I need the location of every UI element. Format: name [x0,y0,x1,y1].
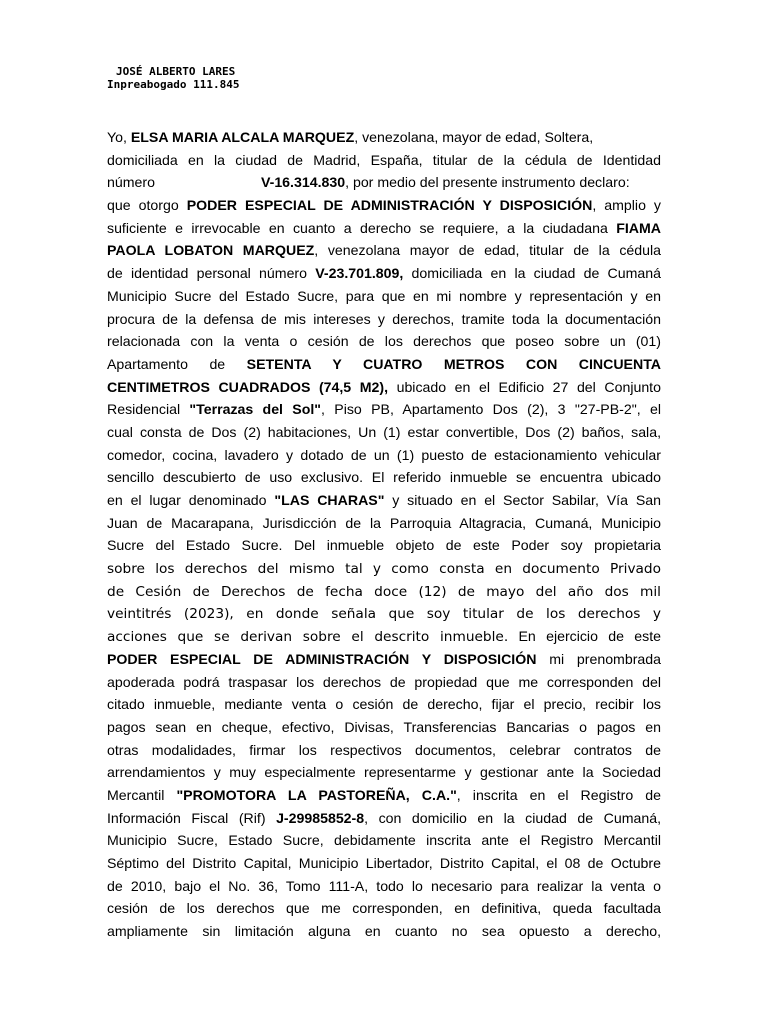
document-line [107,671,661,694]
document-line [107,308,661,331]
lawyer-credential: Inpreabogado 111.845 [107,78,240,91]
line-text: otras modalidades, firmar los respectivos documentos, celebrar contratos de [107,741,661,758]
line-text: Yo, [107,129,131,145]
document-line [107,716,661,739]
document-header [107,65,239,91]
document-line [107,217,661,240]
line-text: y situado en el Sector Sabilar, Vía San [384,492,661,508]
line-text: ubicado en el Edificio 27 del Conjunto [388,378,661,395]
line-text: cual consta de Dos (2) habitaciones, Un (1) estar convertible, Dos (2) baños, sala, [107,423,661,440]
line-text: en el lugar denominado [107,492,275,508]
document-line [107,761,661,784]
line-text: relacionada con la venta o cesión de los derechos que poseo sobre un (01) [107,333,661,350]
document-line [107,285,661,308]
document-line [107,512,661,535]
bold-text: PODER ESPECIAL DE ADMINISTRACIÓN Y DISPOSICIÓN [186,197,593,214]
document-line [107,829,661,852]
document-line [107,171,661,194]
document-line [107,693,661,716]
line-text: Residencial [107,401,190,418]
line-text: arrendamientos y muy especialmente representarme y gestionar ante la Sociedad [107,764,661,781]
line-text: En ejercicio de este [508,628,661,645]
line-text: de 2010, bajo el No. 36, Tomo 111-A, todo lo necesario para realizar la venta o [107,877,661,894]
document-line [107,602,661,625]
bold-text: PAOLA LOBATON MARQUEZ [107,242,315,259]
document-line [107,194,661,217]
line-text: , con domicilio en la ciudad de Cumaná, [364,809,661,826]
line-text: acciones que se derivan sobre el descrito inmueble. [107,629,509,646]
document-line [107,920,661,943]
document-line [107,330,661,353]
document-line [107,398,661,421]
document-line [107,739,661,762]
line-text: Mercantil [107,786,177,803]
line-text: número [107,174,155,191]
document-line [107,534,661,557]
line-text: , venezolana, mayor de edad, Soltera, [354,129,594,145]
line-text: Sucre del Estado Sucre. Del inmueble objeto de este Poder soy propietaria [107,537,661,554]
line-text: pagos sean en cheque, efectivo, Divisas, Transferencias Bancarias o pagos en [107,718,661,735]
document-line [107,421,661,444]
line-text: , Piso PB, Apartamento Dos (2), 3 "27-PB-2", el [321,401,661,418]
bold-text: "LAS CHARAS" [274,492,385,508]
lawyer-name: JOSÉ ALBERTO LARES [116,65,236,78]
line-text: cesión de los derechos que me corresponden, en definitiva, queda facultada [107,900,661,917]
document-line [107,897,661,920]
line-text: citado inmueble, mediante venta o cesión de derecho, fijar el precio, recibir los [107,696,661,713]
bold-text: V-23.701.809, [315,265,404,282]
line-text: sencillo descubierto de uso exclusivo. El referido inmueble se encuentra ubicado [107,469,661,486]
bold-text: J-29985852-8 [276,809,365,826]
line-text: Municipio Sucre, Estado Sucre, debidamente inscrita ante el Registro Mercantil [107,832,661,849]
line-text: , por medio del presente instrumento declaro: [345,174,630,191]
line-text: suficiente e irrevocable en cuanto a derecho se requiere, a la ciudadana [107,219,617,236]
document-line [107,625,661,648]
document-line [107,126,661,149]
document-line [107,444,661,467]
line-text: comedor, cocina, lavadero y dotado de un (1) puesto de estacionamiento vehicular [107,446,661,463]
document-line [107,852,661,875]
bold-text: PODER ESPECIAL DE ADMINISTRACIÓN Y DISPOSICIÓN [107,650,537,667]
document-line [107,239,661,262]
bold-text: V-16.314.830 [260,174,346,191]
line-text: Información Fiscal (Rif) [107,809,277,826]
document-line [107,557,661,580]
line-text: , amplio y [592,197,661,214]
document-line [107,149,661,172]
bold-text: FIAMA [616,219,661,236]
line-text: de Cesión de Derechos de fecha doce (12) de mayo del año dos mil [107,583,661,600]
line-text: ampliamente sin limitación alguna en cuanto no sea opuesto a derecho, [107,923,661,940]
line-text: Séptimo del Distrito Capital, Municipio Libertador, Distrito Capital, el 08 de Octubre [107,855,661,871]
document-line [107,784,661,807]
document-line [107,489,661,512]
line-text: domiciliada en la ciudad de Madrid, España, titular de la cédula de Identidad [107,151,661,168]
line-text: Apartamento de [107,355,247,372]
line-text: , inscrita en el Registro de [456,786,661,803]
bold-text: "PROMOTORA LA PASTOREÑA, C.A." [176,786,457,803]
bold-text: ELSA MARIA ALCALA MARQUEZ [130,129,355,145]
line-text: procura de la defensa de mis intereses y derechos, tramite toda la documentación [107,310,661,327]
line-text: apoderada podrá traspasar los derechos de propiedad que me corresponden del [107,673,661,690]
document-line [107,648,661,671]
document-line [107,875,661,898]
document-line [107,466,661,489]
line-text: sobre los derechos del mismo tal y como consta en documento Privado [107,561,661,578]
bold-text: "Terrazas del Sol" [189,401,322,418]
document-line [107,580,661,603]
document-line [107,376,661,399]
line-text: de identidad personal número [107,265,316,282]
line-text: que otorgo [107,197,187,214]
document-line [107,807,661,830]
document-body [107,126,661,943]
line-text: veintitrés (2023), en donde señala que soy titular de los derechos y [107,606,661,623]
bold-text: SETENTA Y CUATRO METROS CON CINCUENTA [246,355,661,372]
line-text: Juan de Macarapana, Jurisdicción de la Parroquia Altagracia, Cumaná, Municipio [107,514,661,531]
document-line [107,262,661,285]
document-line [107,353,661,376]
line-text: domiciliada en la ciudad de Cumaná [403,265,661,282]
bold-text: CENTIMETROS CUADRADOS (74,5 M2), [107,378,389,395]
line-text: Municipio Sucre del Estado Sucre, para que en mi nombre y representación y en [107,287,661,304]
line-text: mi prenombrada [536,650,661,667]
line-text: , venezolana mayor de edad, titular de la cédula [314,242,661,259]
